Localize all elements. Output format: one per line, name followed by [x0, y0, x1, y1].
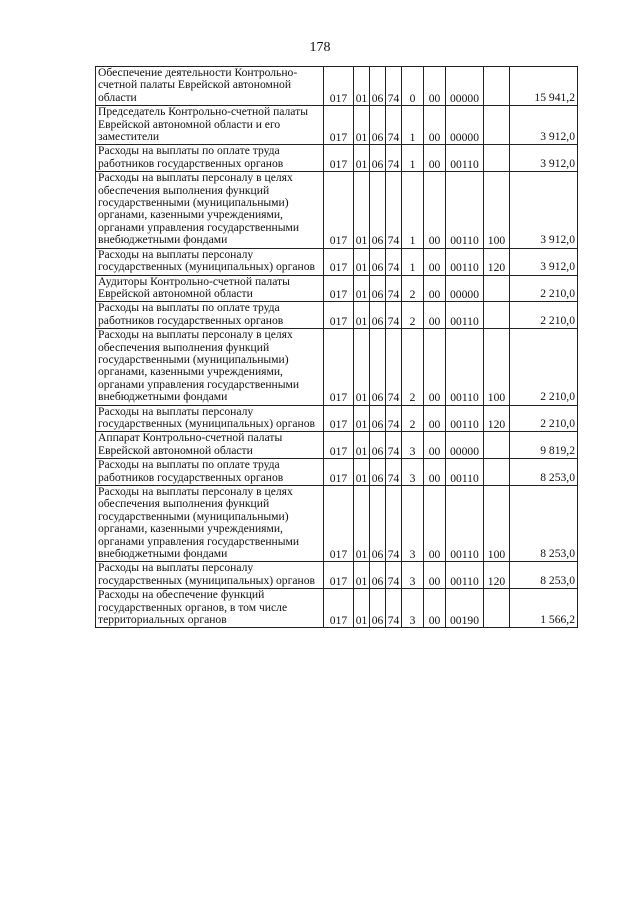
amount-cell: 15 941,2: [510, 67, 578, 106]
section-code-cell: 01: [354, 302, 370, 329]
section-code-cell: 01: [354, 459, 370, 486]
table-row: [96, 145, 578, 172]
subsection-code-cell: 06: [370, 248, 386, 275]
table-row: [96, 106, 578, 145]
program-code-cell: 74: [386, 486, 402, 562]
program-code-cell: 74: [386, 275, 402, 302]
subprogram-code-cell: 1: [402, 248, 424, 275]
amount-cell: 3 912,0: [510, 172, 578, 248]
section-code-cell: 01: [354, 486, 370, 562]
direction-code-cell: 00110: [446, 302, 484, 329]
subsection-code-cell: 06: [370, 405, 386, 432]
table-row: [96, 486, 578, 562]
subsection-code-cell: 06: [370, 275, 386, 302]
block-code-cell: 00: [424, 459, 446, 486]
section-code-cell: 01: [354, 432, 370, 459]
expense-type-cell: 100: [484, 172, 510, 248]
direction-code-cell: 00110: [446, 405, 484, 432]
section-code-cell: 01: [354, 405, 370, 432]
direction-code-cell: 00110: [446, 486, 484, 562]
description-cell: Председатель Контрольно-счетной палаты Еврейской автономной области и его заместители: [96, 106, 324, 145]
amount-cell: 3 912,0: [510, 145, 578, 172]
amount-cell: 2 210,0: [510, 302, 578, 329]
direction-code-cell: 00110: [446, 248, 484, 275]
description-cell: Аудиторы Контрольно-счетной палаты Еврейской автономной области: [96, 275, 324, 302]
program-code-cell: 74: [386, 589, 402, 628]
subprogram-code-cell: 2: [402, 329, 424, 405]
program-code-cell: 74: [386, 248, 402, 275]
ministry-code-cell: 017: [324, 329, 354, 405]
description-cell: Расходы на выплаты персоналу государственных (муниципальных) органов: [96, 248, 324, 275]
direction-code-cell: 00110: [446, 145, 484, 172]
block-code-cell: 00: [424, 486, 446, 562]
ministry-code-cell: 017: [324, 248, 354, 275]
table-row: [96, 432, 578, 459]
amount-cell: 3 912,0: [510, 248, 578, 275]
program-code-cell: 74: [386, 67, 402, 106]
direction-code-cell: 00000: [446, 432, 484, 459]
expense-type-cell: [484, 589, 510, 628]
subsection-code-cell: 06: [370, 302, 386, 329]
expense-type-cell: [484, 67, 510, 106]
block-code-cell: 00: [424, 172, 446, 248]
subsection-code-cell: 06: [370, 486, 386, 562]
description-cell: Расходы на выплаты персоналу государственных (муниципальных) органов: [96, 405, 324, 432]
expense-type-cell: [484, 459, 510, 486]
budget-table: [95, 66, 578, 628]
section-code-cell: 01: [354, 172, 370, 248]
amount-cell: 8 253,0: [510, 562, 578, 589]
block-code-cell: 00: [424, 248, 446, 275]
ministry-code-cell: 017: [324, 145, 354, 172]
section-code-cell: 01: [354, 562, 370, 589]
ministry-code-cell: 017: [324, 302, 354, 329]
section-code-cell: 01: [354, 67, 370, 106]
table-row: [96, 302, 578, 329]
ministry-code-cell: 017: [324, 459, 354, 486]
program-code-cell: 74: [386, 145, 402, 172]
program-code-cell: 74: [386, 329, 402, 405]
ministry-code-cell: 017: [324, 405, 354, 432]
subprogram-code-cell: 1: [402, 145, 424, 172]
section-code-cell: 01: [354, 248, 370, 275]
expense-type-cell: [484, 275, 510, 302]
ministry-code-cell: 017: [324, 486, 354, 562]
table-row: [96, 589, 578, 628]
table-row: [96, 405, 578, 432]
direction-code-cell: 00000: [446, 106, 484, 145]
expense-type-cell: [484, 432, 510, 459]
description-cell: Расходы на выплаты по оплате труда работников государственных органов: [96, 302, 324, 329]
amount-cell: 8 253,0: [510, 459, 578, 486]
block-code-cell: 00: [424, 302, 446, 329]
subprogram-code-cell: 3: [402, 589, 424, 628]
description-cell: Расходы на выплаты персоналу в целях обеспечения выполнения функций государственными (муниципальными) органами, казенными учреждениями, органами управления государственными внебюджетными фондами: [96, 486, 324, 562]
section-code-cell: 01: [354, 145, 370, 172]
amount-cell: 1 566,2: [510, 589, 578, 628]
direction-code-cell: 00190: [446, 589, 484, 628]
table-row: [96, 275, 578, 302]
amount-cell: 2 210,0: [510, 275, 578, 302]
direction-code-cell: 00110: [446, 329, 484, 405]
block-code-cell: 00: [424, 275, 446, 302]
subprogram-code-cell: 2: [402, 302, 424, 329]
table-row: [96, 329, 578, 405]
ministry-code-cell: 017: [324, 67, 354, 106]
description-cell: Расходы на выплаты по оплате труда работников государственных органов: [96, 145, 324, 172]
direction-code-cell: 00000: [446, 67, 484, 106]
program-code-cell: 74: [386, 172, 402, 248]
subsection-code-cell: 06: [370, 172, 386, 248]
expense-type-cell: [484, 145, 510, 172]
program-code-cell: 74: [386, 459, 402, 486]
direction-code-cell: 00110: [446, 172, 484, 248]
direction-code-cell: 00110: [446, 459, 484, 486]
section-code-cell: 01: [354, 589, 370, 628]
subsection-code-cell: 06: [370, 432, 386, 459]
program-code-cell: 74: [386, 562, 402, 589]
description-cell: Расходы на выплаты персоналу государственных (муниципальных) органов: [96, 562, 324, 589]
block-code-cell: 00: [424, 562, 446, 589]
block-code-cell: 00: [424, 329, 446, 405]
block-code-cell: 00: [424, 432, 446, 459]
expense-type-cell: 120: [484, 405, 510, 432]
expense-type-cell: 120: [484, 562, 510, 589]
subsection-code-cell: 06: [370, 562, 386, 589]
description-cell: Обеспечение деятельности Контрольно-счетной палаты Еврейской автономной области: [96, 67, 324, 106]
subsection-code-cell: 06: [370, 67, 386, 106]
block-code-cell: 00: [424, 405, 446, 432]
description-cell: Аппарат Контрольно-счетной палаты Еврейской автономной области: [96, 432, 324, 459]
subsection-code-cell: 06: [370, 459, 386, 486]
subprogram-code-cell: 2: [402, 405, 424, 432]
block-code-cell: 00: [424, 145, 446, 172]
program-code-cell: 74: [386, 106, 402, 145]
ministry-code-cell: 017: [324, 562, 354, 589]
page-number: 178: [309, 40, 331, 55]
description-cell: Расходы на выплаты персоналу в целях обеспечения выполнения функций государственными (муниципальными) органами, казенными учреждениями, органами управления государственными внебюджетными фондами: [96, 172, 324, 248]
expense-type-cell: 100: [484, 486, 510, 562]
table-row: [96, 459, 578, 486]
subprogram-code-cell: 3: [402, 432, 424, 459]
ministry-code-cell: 017: [324, 589, 354, 628]
subprogram-code-cell: 1: [402, 106, 424, 145]
subprogram-code-cell: 3: [402, 486, 424, 562]
description-cell: Расходы на обеспечение функций государственных органов, в том числе территориальных органов: [96, 589, 324, 628]
amount-cell: 2 210,0: [510, 405, 578, 432]
table-row: [96, 172, 578, 248]
expense-type-cell: [484, 106, 510, 145]
subsection-code-cell: 06: [370, 106, 386, 145]
subprogram-code-cell: 0: [402, 67, 424, 106]
ministry-code-cell: 017: [324, 172, 354, 248]
subprogram-code-cell: 3: [402, 562, 424, 589]
program-code-cell: 74: [386, 302, 402, 329]
subsection-code-cell: 06: [370, 589, 386, 628]
expense-type-cell: [484, 302, 510, 329]
expense-type-cell: 120: [484, 248, 510, 275]
expense-type-cell: 100: [484, 329, 510, 405]
amount-cell: 9 819,2: [510, 432, 578, 459]
section-code-cell: 01: [354, 329, 370, 405]
subprogram-code-cell: 1: [402, 172, 424, 248]
subprogram-code-cell: 3: [402, 459, 424, 486]
amount-cell: 8 253,0: [510, 486, 578, 562]
subsection-code-cell: 06: [370, 145, 386, 172]
program-code-cell: 74: [386, 432, 402, 459]
amount-cell: 2 210,0: [510, 329, 578, 405]
description-cell: Расходы на выплаты персоналу в целях обеспечения выполнения функций государственными (муниципальными) органами, казенными учреждениями, органами управления государственными внебюджетными фондами: [96, 329, 324, 405]
subprogram-code-cell: 2: [402, 275, 424, 302]
block-code-cell: 00: [424, 106, 446, 145]
table-row: [96, 248, 578, 275]
block-code-cell: 00: [424, 589, 446, 628]
section-code-cell: 01: [354, 106, 370, 145]
amount-cell: 3 912,0: [510, 106, 578, 145]
ministry-code-cell: 017: [324, 275, 354, 302]
ministry-code-cell: 017: [324, 106, 354, 145]
block-code-cell: 00: [424, 67, 446, 106]
table-body: [96, 67, 578, 628]
section-code-cell: 01: [354, 275, 370, 302]
description-cell: Расходы на выплаты по оплате труда работников государственных органов: [96, 459, 324, 486]
table-row: [96, 562, 578, 589]
program-code-cell: 74: [386, 405, 402, 432]
table-row: [96, 67, 578, 106]
subsection-code-cell: 06: [370, 329, 386, 405]
ministry-code-cell: 017: [324, 432, 354, 459]
direction-code-cell: 00000: [446, 275, 484, 302]
direction-code-cell: 00110: [446, 562, 484, 589]
